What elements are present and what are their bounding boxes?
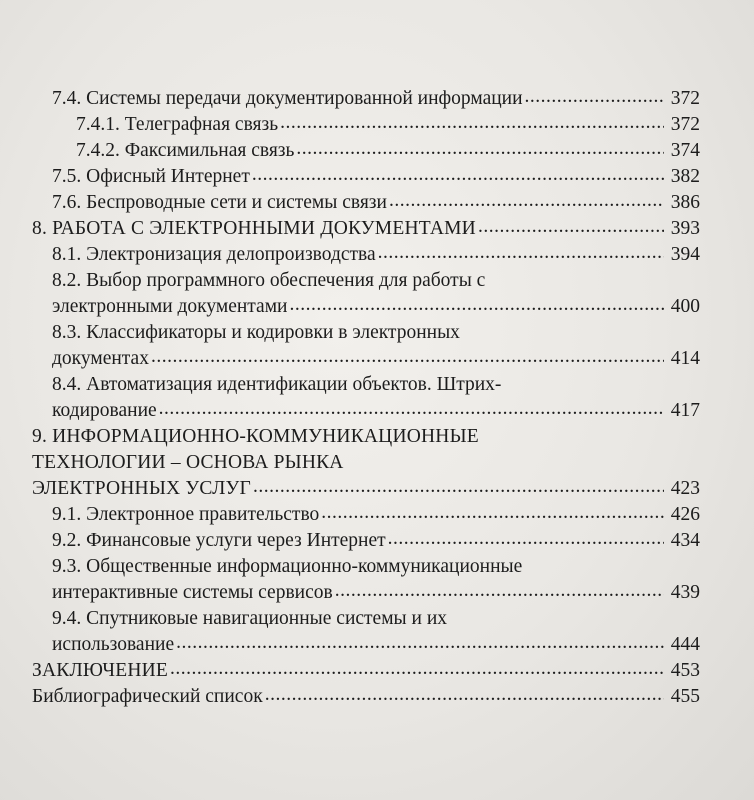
- toc-entry-page: 400: [670, 296, 700, 317]
- toc-entry-page: 439: [670, 582, 700, 603]
- toc-entry: [32, 554, 700, 606]
- toc-entry-page: 374: [670, 140, 700, 161]
- toc-entry-title-continued: ТЕХНОЛОГИИ – ОСНОВА РЫНКА: [32, 452, 344, 473]
- toc-entry-title: 8.4. Автоматизация идентификации объектов. Штрих-: [52, 374, 502, 395]
- dot-leader: [296, 136, 664, 162]
- table-of-contents: [32, 86, 700, 710]
- dot-leader: [478, 214, 664, 240]
- toc-entry-title: 7.4.2. Факсимильная связь: [76, 140, 295, 161]
- toc-entry: [32, 242, 700, 268]
- dot-leader: [253, 474, 664, 500]
- toc-entry-title-continued: документах: [52, 348, 149, 369]
- toc-entry-title: 8. РАБОТА С ЭЛЕКТРОННЫМИ ДОКУМЕНТАМИ: [32, 218, 476, 239]
- toc-entry: [32, 268, 700, 320]
- toc-entry: [32, 86, 700, 112]
- toc-entry-page: 426: [670, 504, 700, 525]
- toc-entry: [32, 372, 700, 424]
- toc-entry: [32, 164, 700, 190]
- toc-entry-title: Библиографический список: [32, 686, 263, 707]
- toc-entry: [32, 502, 700, 528]
- toc-entry-title: 9.2. Финансовые услуги через Интернет: [52, 530, 386, 551]
- toc-entry-page: 414: [670, 348, 700, 369]
- toc-entry: [32, 112, 700, 138]
- toc-entry-page: 423: [670, 478, 700, 499]
- dot-leader: [252, 162, 664, 188]
- dot-leader: [290, 292, 665, 318]
- toc-entry: [32, 320, 700, 372]
- toc-entry-page: 372: [670, 114, 700, 135]
- toc-entry: [32, 606, 700, 658]
- toc-entry-page: 393: [670, 218, 700, 239]
- toc-chapter-entry: [32, 658, 700, 684]
- toc-chapter-entry: [32, 684, 700, 710]
- toc-entry-title: 9. ИНФОРМАЦИОННО-КОММУНИКАЦИОННЫЕ: [32, 426, 479, 447]
- toc-entry-page: 394: [670, 244, 700, 265]
- toc-chapter-entry: [32, 216, 700, 242]
- dot-leader: [170, 656, 664, 682]
- toc-entry-title: 8.2. Выбор программного обеспечения для работы с: [52, 270, 486, 291]
- toc-chapter-entry: [32, 424, 700, 502]
- dot-leader: [159, 396, 664, 422]
- toc-entry-title: 9.4. Спутниковые навигационные системы и их: [52, 608, 448, 629]
- dot-leader: [151, 344, 664, 370]
- toc-entry-title-continued: интерактивные системы сервисов: [52, 582, 333, 603]
- dot-leader: [525, 84, 664, 110]
- toc-entry-page: 455: [670, 686, 700, 707]
- dot-leader: [335, 578, 664, 604]
- toc-entry-title-continued: кодирование: [52, 400, 157, 421]
- toc-entry-title: ЗАКЛЮЧЕНИЕ: [32, 660, 169, 681]
- toc-entry-title: 7.6. Беспроводные сети и системы связи: [52, 192, 387, 213]
- toc-entry-page: 453: [670, 660, 700, 681]
- toc-entry-title: 8.1. Электронизация делопроизводства: [52, 244, 376, 265]
- toc-entry-page: 417: [670, 400, 700, 421]
- dot-leader: [280, 110, 664, 136]
- toc-entry-title-continued: электронными документами: [52, 296, 288, 317]
- toc-entry-title: 7.4. Системы передачи документированной информации: [52, 88, 523, 109]
- toc-entry-title: 7.4.1. Телеграфная связь: [76, 114, 279, 135]
- toc-entry: [32, 528, 700, 554]
- dot-leader: [176, 630, 664, 656]
- toc-entry-title: 7.5. Офисный Интернет: [52, 166, 250, 187]
- toc-entry: [32, 190, 700, 216]
- toc-entry-title-continued: использование: [52, 634, 175, 655]
- toc-entry-page: 386: [670, 192, 700, 213]
- toc-entry-page: 434: [670, 530, 700, 551]
- dot-leader: [388, 526, 664, 552]
- toc-entry: [32, 138, 700, 164]
- toc-entry-page: 382: [670, 166, 700, 187]
- dot-leader: [265, 682, 664, 708]
- toc-entry-title: 9.3. Общественные информационно-коммуникационные: [52, 556, 523, 577]
- toc-entry-title-continued: ЭЛЕКТРОННЫХ УСЛУГ: [32, 478, 252, 499]
- dot-leader: [389, 188, 664, 214]
- dot-leader: [321, 500, 664, 526]
- dot-leader: [378, 240, 664, 266]
- toc-entry-title: 8.3. Классификаторы и кодировки в электронных: [52, 322, 460, 343]
- toc-entry-page: 444: [670, 634, 700, 655]
- toc-entry-page: 372: [670, 88, 700, 109]
- toc-entry-title: 9.1. Электронное правительство: [52, 504, 320, 525]
